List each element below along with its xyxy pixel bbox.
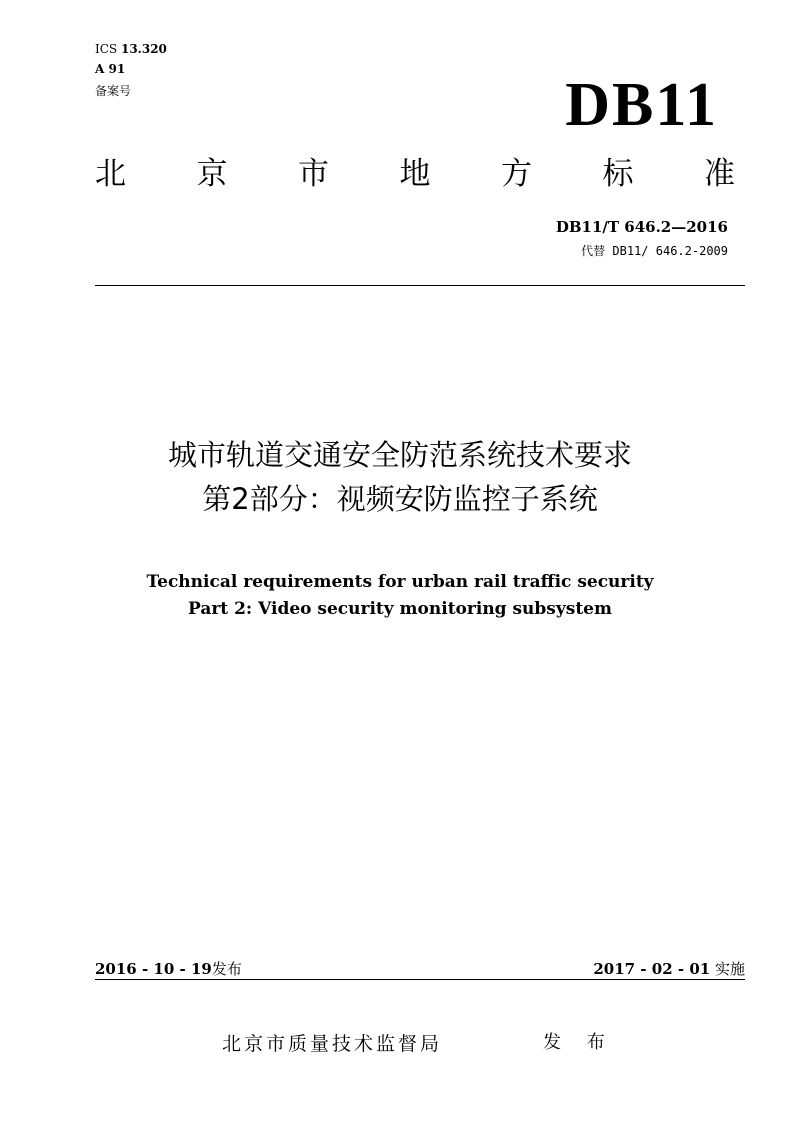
standard-name-char: 方 [501, 156, 532, 192]
issue-date-label: 发布 [211, 960, 242, 978]
implementation-date-label: 实施 [714, 960, 745, 978]
english-title-line-1: Technical requirements for urban rail traffic security [146, 572, 654, 592]
classification-code: A 91 [95, 62, 126, 76]
publish-label: 发 布 [543, 1032, 615, 1053]
chinese-title-line-1: 城市轨道交通安全防范系统技术要求 [167, 438, 632, 472]
implementation-date [593, 958, 745, 980]
ics-line [95, 40, 167, 58]
standard-name-char: 北 [95, 156, 126, 192]
publisher-name: 北京市质量技术监督局 [222, 1033, 443, 1055]
standard-name-char: 市 [298, 156, 329, 192]
ics-code: 13.320 [120, 42, 167, 56]
chinese-title-line-2: 第2部分：视频安防监控子系统 [202, 482, 598, 516]
implementation-date-value: 2017 - 02 - 01 [593, 960, 711, 978]
standard-number: DB11/T 646.2—2016 [555, 218, 728, 236]
footer-divider [95, 979, 745, 980]
header-divider [95, 285, 745, 286]
standard-name-char: 地 [399, 156, 431, 192]
standard-name-char: 准 [704, 156, 735, 192]
replaces-standard: 代替 DB11/ 646.2-2009 [581, 244, 728, 258]
record-number-label: 备案号 [95, 84, 132, 98]
db-standard-code: DB11 [565, 71, 718, 139]
standard-name-char: 京 [196, 156, 228, 192]
english-title-line-2: Part 2: Video security monitoring subsystem [188, 599, 612, 619]
ics-label: ICS [95, 42, 118, 56]
issue-date [95, 958, 242, 980]
standard-type-name [95, 152, 735, 196]
standard-name-char: 标 [602, 156, 634, 192]
issue-date-value: 2016 - 10 - 19 [95, 960, 212, 978]
